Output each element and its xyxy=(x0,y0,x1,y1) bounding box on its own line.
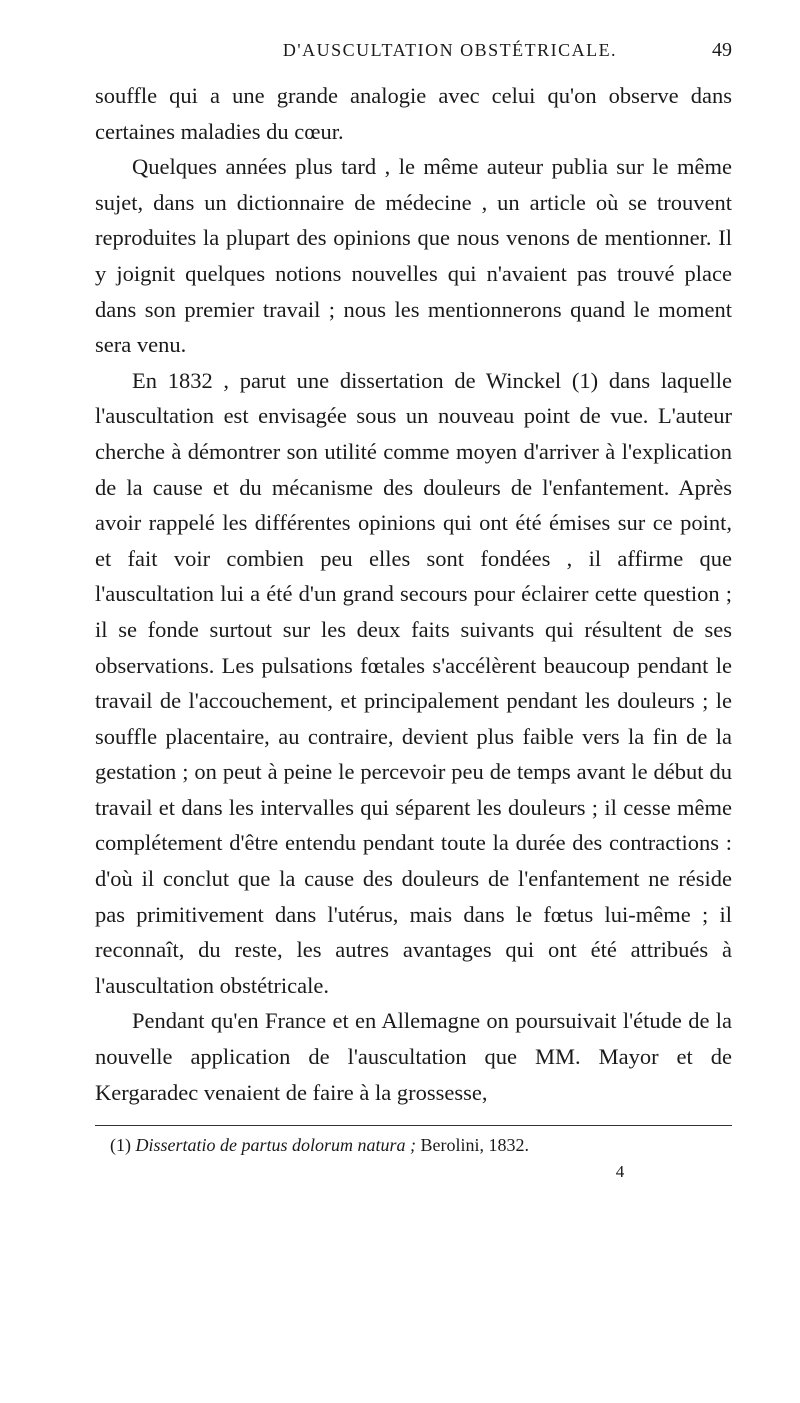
page-number: 49 xyxy=(712,39,732,61)
body-text xyxy=(95,78,732,1110)
footnote-title: Dissertatio de partus dolorum natura ; xyxy=(135,1135,417,1155)
paragraph-2: Quelques années plus tard , le même auteur publia sur le même sujet, dans un dictionnaire de médecine , un article où se trouvent reproduites la plupart des opinions que nous venons de mentionner. Il y joignit quelques notions nouvelles qui n'avaient pas trouvé place dans son premier travail ; nous les mentionnerons quand le moment sera venu. xyxy=(95,154,732,358)
footnote xyxy=(110,1130,732,1160)
footnote-rest: Berolini, 1832. xyxy=(416,1135,530,1155)
paragraph-4: Pendant qu'en France et en Allemagne on poursuivait l'étude de la nouvelle application de l'auscultation que MM. Mayor et de Kergaradec venaient de faire à la grossesse, xyxy=(95,1008,732,1105)
paragraph-1: souffle qui a une grande analogie avec celui qu'on observe dans certaines maladies du cœur. xyxy=(95,83,732,144)
footnote-divider xyxy=(95,1125,732,1126)
running-title: D'AUSCULTATION OBSTÉTRICALE. xyxy=(282,40,618,60)
signature-mark: 4 xyxy=(615,1162,625,1181)
page-header xyxy=(168,30,732,70)
footnote-mark: (1) xyxy=(110,1135,131,1155)
paragraph-3: En 1832 , parut une dissertation de Winckel (1) dans laquelle l'auscultation est envisagée sous un nouveau point de vue. L'auteur cherche à démontrer son utilité comme moyen d'arriver à l'explication de la cause et du mécanisme des douleurs de l'enfantement. Après avoir rappelé les différentes opinions qui ont été émises sur ce point, et fait voir combien peu elles sont fondées , il affirme que l'auscultation lui a été d'un grand secours pour éclairer cette question ; il se fonde surtout sur les deux faits suivants qui résultent de ses observations. Les pulsations fœtales s'accélèrent beaucoup pendant le travail de l'accouchement, et principalement pendant les douleurs ; le souffle placentaire, au contraire, devient plus faible vers la fin de la gestation ; on peut à peine le percevoir peu de temps avant le début du travail et dans les intervalles qui séparent les douleurs ; il cesse même complétement d'être entendu pendant toute la durée des contractions : d'où il conclut que la cause des douleurs de l'enfantement ne réside pas primitivement dans l'utérus, mais dans le fœtus lui-même ; il reconnaît, du reste, les autres avantages qui ont été attribués à l'auscultation obstétricale. xyxy=(95,367,732,998)
